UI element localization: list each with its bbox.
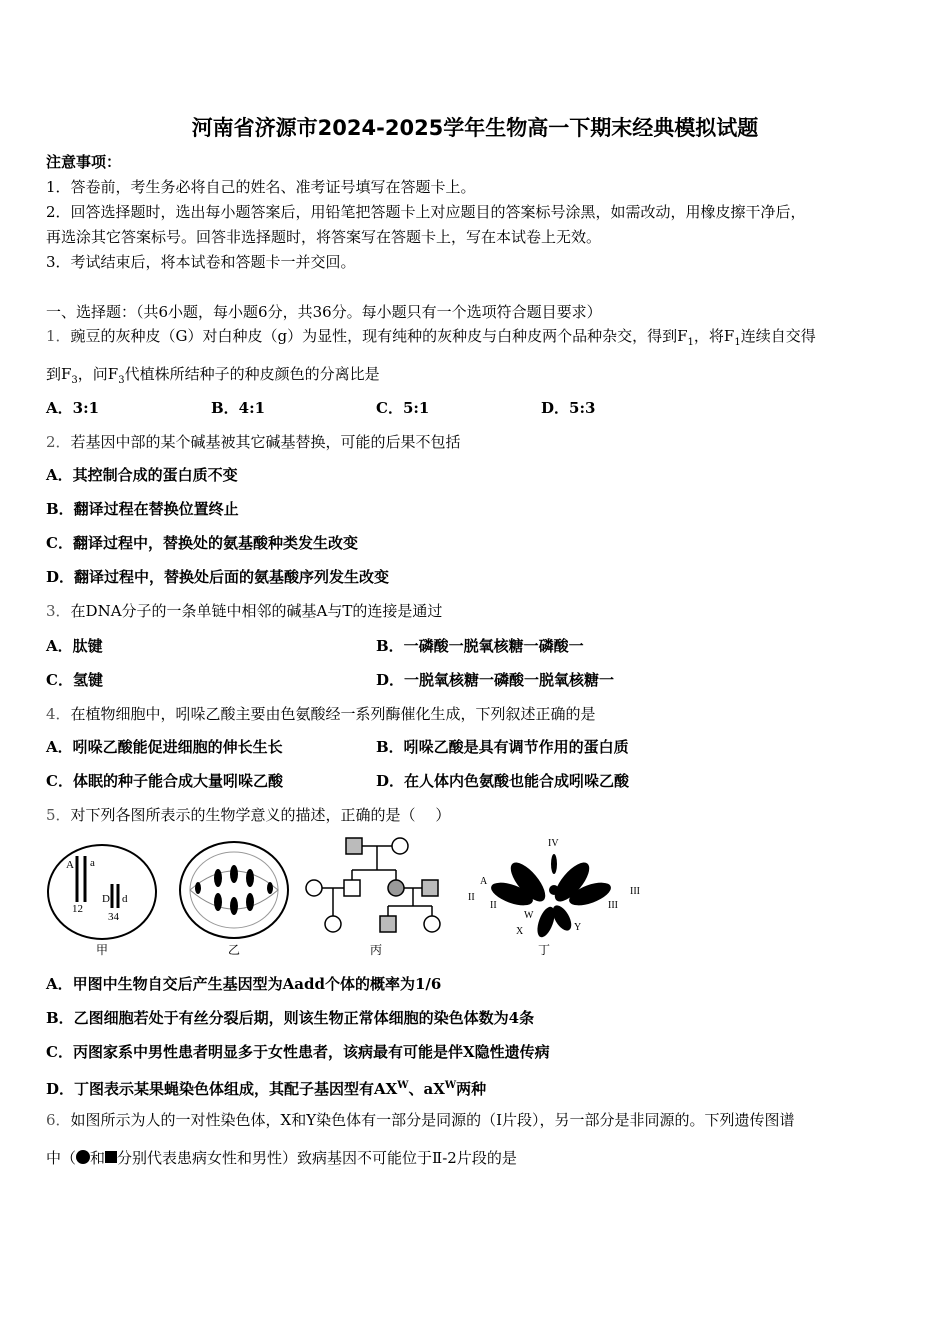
- chromosome: [230, 897, 238, 915]
- q1-text: 豌豆的灰种皮（G）对白种皮（g）为显性，现有纯种的灰种皮与白种皮两个品种杂交，得到F: [70, 327, 688, 345]
- carrier-female: [388, 880, 404, 896]
- q1-stem: [46, 326, 816, 353]
- normal-female: [424, 916, 440, 932]
- q5-option-b[interactable]: B．乙图细胞若处于有丝分裂后期，则该生物正常体细胞的染色体数为4条: [46, 1009, 535, 1027]
- q4-option-a[interactable]: A．吲哚乙酸能促进细胞的伸长生长: [46, 738, 283, 756]
- q1-text: 连续自交得: [740, 327, 816, 345]
- q3-stem: [46, 601, 442, 621]
- q5-option-d[interactable]: [46, 1076, 486, 1099]
- q6-text: 分别代表患病女性和男性）致病基因不可能位于Ⅱ-2片段的是: [117, 1149, 517, 1167]
- chromosome: [549, 885, 559, 895]
- q1-text: ，将F: [693, 327, 735, 345]
- gene-label: a: [90, 857, 95, 869]
- chromosome-label: a: [534, 888, 539, 899]
- chromosome-label: A: [480, 876, 488, 887]
- q1-sub: 1: [687, 337, 694, 348]
- q1-number: 1．: [46, 327, 71, 345]
- figure-label: 丙: [370, 943, 383, 957]
- chromosome: [267, 882, 273, 894]
- q6-text: 和: [90, 1149, 106, 1167]
- q1-text: ，问F: [77, 365, 119, 383]
- normal-female: [306, 880, 322, 896]
- q1-option-b[interactable]: B．4:1: [211, 399, 266, 417]
- q3-option-c[interactable]: C．氢键: [46, 671, 103, 689]
- q1-option-d[interactable]: D．5:3: [541, 399, 596, 417]
- q3-number: 3．: [46, 602, 71, 620]
- chromosome-label: W: [524, 910, 534, 921]
- chromosome-label: X: [516, 926, 524, 937]
- q3-option-a[interactable]: A．肽键: [46, 637, 103, 655]
- q1-option-c[interactable]: C．5:1: [376, 399, 430, 417]
- chromosome-label: Y: [574, 922, 582, 933]
- normal-female: [392, 838, 408, 854]
- q3-option-b[interactable]: B．一磷酸一脱氧核糖一磷酸一: [376, 637, 584, 655]
- gene-label: d: [122, 893, 128, 905]
- cell-outline: [48, 845, 156, 939]
- q5-option-d-text: D．丁图表示某果蝇染色体组成，其配子基因型有AX: [46, 1080, 398, 1098]
- page-title: 河南省济源市2024-2025学年生物高一下期末经典模拟试题: [191, 116, 759, 140]
- chromosome: [246, 893, 254, 911]
- q6-text: 如图所示为人的一对性染色体，X和Y染色体有一部分是同源的（Ⅰ片段），另一部分是非同源的。下列遗传图谱: [70, 1111, 795, 1129]
- q2-option-c[interactable]: C．翻译过程中，替换处的氨基酸种类发生改变: [46, 534, 358, 552]
- q1-sub: 1: [734, 337, 741, 348]
- figure-label: 乙: [228, 943, 241, 957]
- q4-stem: [46, 704, 596, 724]
- q5-text: 对下列各图所表示的生物学意义的描述，正确的是（ ）: [70, 806, 451, 824]
- q4-number: 4．: [46, 705, 71, 723]
- q2-number: 2．: [46, 433, 71, 451]
- figure-yi: [176, 838, 296, 962]
- q5-option-c[interactable]: C．丙图家系中男性患者明显多于女性患者，该病最有可能是伴X隐性遗传病: [46, 1043, 550, 1061]
- q2-option-d[interactable]: D．翻译过程中，替换处后面的氨基酸序列发生改变: [46, 568, 390, 586]
- q5-sup: W: [397, 1080, 409, 1091]
- q3-text: 在DNA分子的一条单链中相邻的碱基A与T的连接是通过: [70, 602, 443, 620]
- chromosome-numbers: 34: [108, 911, 119, 923]
- filled-circle-icon: [76, 1150, 90, 1164]
- q5-number: 5．: [46, 806, 71, 824]
- q4-option-c[interactable]: C．体眠的种子能合成大量吲哚乙酸: [46, 772, 283, 790]
- normal-female: [325, 916, 341, 932]
- q5-option-d-text: 两种: [456, 1080, 487, 1098]
- q5-stem: [46, 805, 450, 825]
- q1-stem-cont: [46, 364, 380, 391]
- figure-label: 甲: [96, 943, 109, 957]
- chromosome-label: II: [490, 900, 497, 911]
- figure-ding: [466, 834, 646, 962]
- q2-stem: [46, 432, 461, 452]
- chromosome-label: IV: [548, 838, 559, 849]
- q2-option-a[interactable]: A．其控制合成的蛋白质不变: [46, 466, 238, 484]
- chromosome-numbers: 12: [72, 903, 83, 915]
- chromosome-label: III: [608, 900, 618, 911]
- q1-text: 到F: [46, 365, 72, 383]
- q5-option-d-text: 、aX: [408, 1080, 445, 1098]
- gene-label: A: [66, 859, 74, 871]
- q6-text: 中（: [46, 1149, 77, 1167]
- gene-label: D: [102, 893, 110, 905]
- q6-number: 6．: [46, 1111, 71, 1129]
- q5-sup: W: [444, 1080, 457, 1091]
- q5-option-a[interactable]: A．甲图中生物自交后产生基因型为Aadd个体的概率为1/6: [46, 975, 442, 993]
- chromosome-label: II: [468, 892, 475, 903]
- chromosome: [246, 869, 254, 887]
- q4-text: 在植物细胞中，吲哚乙酸主要由色氨酸经一系列酶催化生成，下列叙述正确的是: [70, 705, 596, 723]
- chromosome-label: III: [630, 886, 640, 897]
- q6-stem: [46, 1110, 795, 1130]
- spindle: [190, 852, 278, 928]
- chromosome: [195, 882, 201, 894]
- section-heading: 一、选择题：（共6小题，每小题6分，共36分。每小题只有一个选项符合题目要求）: [46, 303, 602, 321]
- figure-jia: [44, 840, 160, 960]
- affected-male: [422, 880, 438, 896]
- figure-bing: [304, 836, 454, 962]
- q6-stem-cont: [46, 1148, 517, 1168]
- chromosome: [214, 869, 222, 887]
- chromosome: [230, 865, 238, 883]
- normal-male: [344, 880, 360, 896]
- q2-text: 若基因中部的某个碱基被其它碱基替换，可能的后果不包括: [70, 433, 461, 451]
- q4-option-b[interactable]: B．吲哚乙酸是具有调节作用的蛋白质: [376, 738, 629, 756]
- notice-item: 3．考试结束后，将本试卷和答题卡一并交回。: [46, 253, 356, 271]
- chromosome: [551, 854, 557, 874]
- chromosome: [214, 893, 222, 911]
- q1-text: 代植株所结种子的种皮颜色的分离比是: [124, 365, 380, 383]
- affected-male: [380, 916, 396, 932]
- q3-option-d[interactable]: D．一脱氧核糖一磷酸一脱氧核糖一: [376, 671, 615, 689]
- q2-option-b[interactable]: B．翻译过程在替换位置终止: [46, 500, 239, 518]
- notice-heading: 注意事项：: [46, 153, 122, 171]
- q1-sub: 3: [71, 375, 78, 386]
- q4-option-d[interactable]: D．在人体内色氨酸也能合成吲哚乙酸: [376, 772, 630, 790]
- notice-item: 1．答卷前，考生务必将自己的姓名、准考证号填写在答题卡上。: [46, 178, 476, 196]
- notice-item: 2．回答选择题时，选出每小题答案后，用铅笔把答题卡上对应题目的答案标号涂黑，如需改动，用橡皮擦干净后，: [46, 203, 806, 221]
- q1-option-a[interactable]: A．3:1: [46, 399, 100, 417]
- figure-label: 丁: [538, 943, 551, 957]
- notice-item: 再选涂其它答案标号。回答非选择题时，将答案写在答题卡上，写在本试卷上无效。: [46, 228, 602, 246]
- filled-square-icon: [105, 1151, 117, 1163]
- affected-male: [346, 838, 362, 854]
- q1-sub: 3: [118, 375, 125, 386]
